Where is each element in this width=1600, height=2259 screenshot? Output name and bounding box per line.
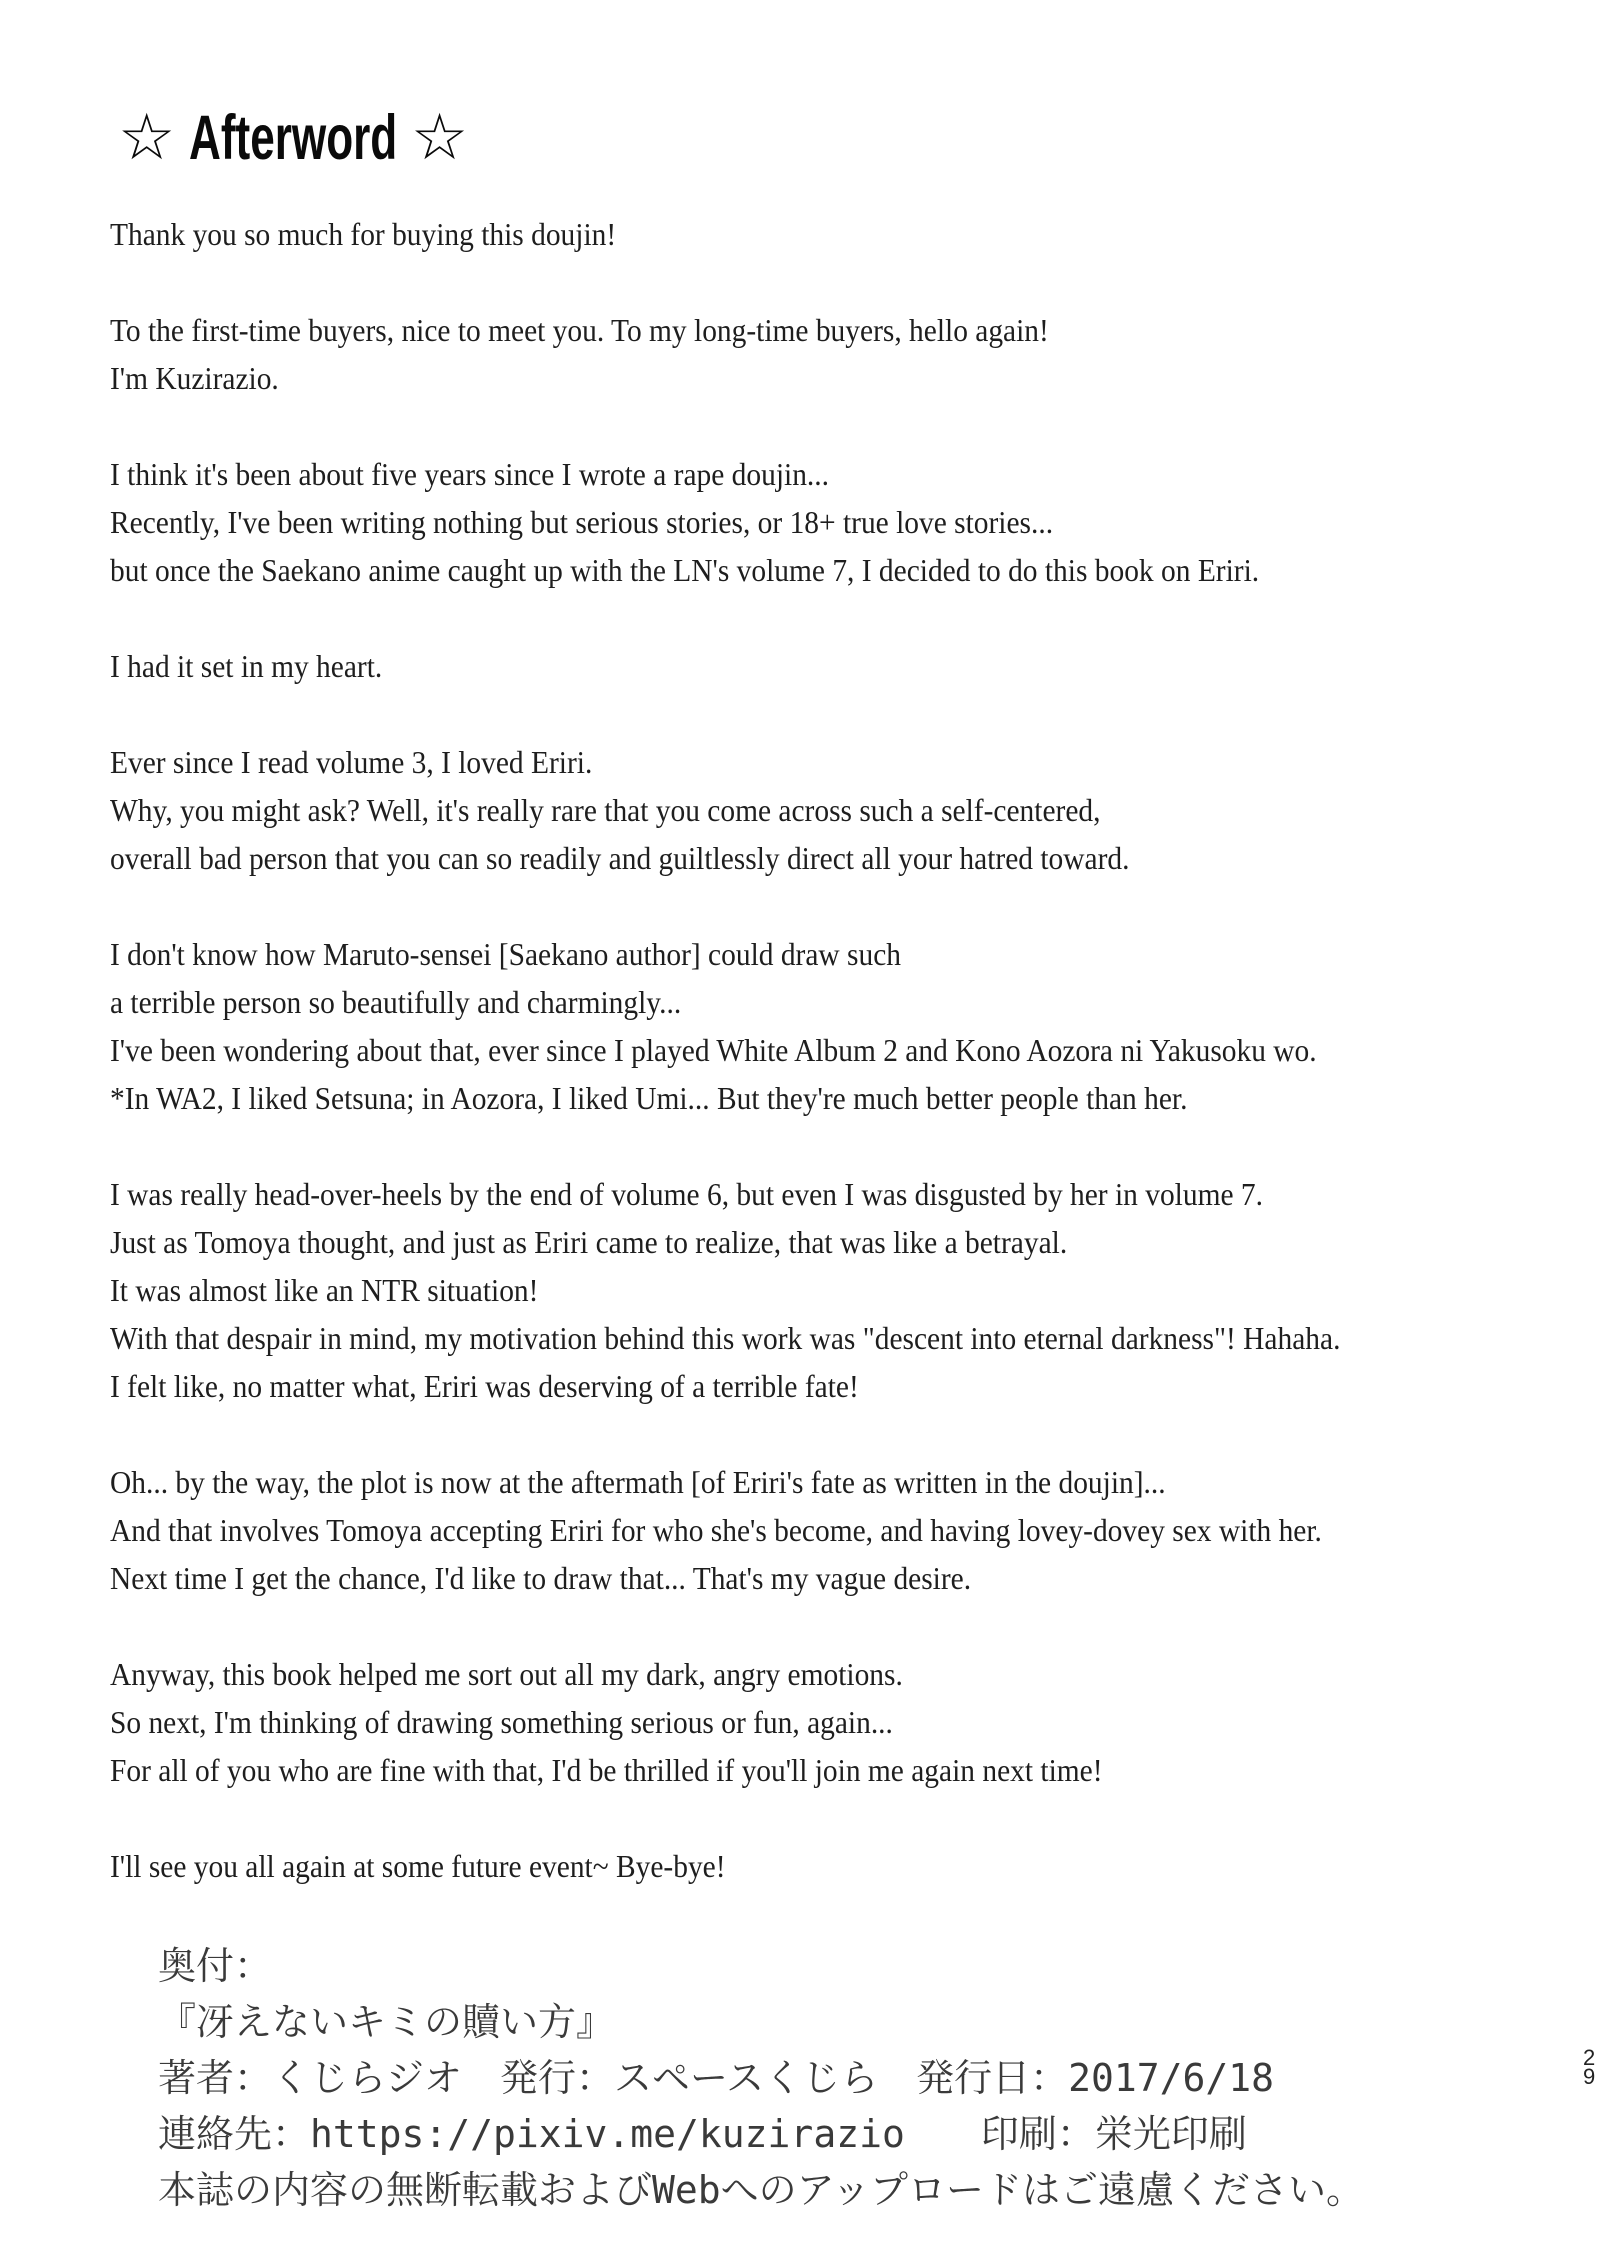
text-line: To the first-time buyers, nice to meet you. To my long-time buyers, hello again! <box>110 312 1049 348</box>
text-line: I've been wondering about that, ever since I played White Album 2 and Kono Aozora ni Yakusoku wo. <box>110 1032 1317 1068</box>
text-line: For all of you who are fine with that, I'd be thrilled if you'll join me again next time! <box>110 1752 1103 1788</box>
text-line: It was almost like an NTR situation! <box>110 1272 539 1308</box>
paragraph-1 <box>110 210 1340 258</box>
text-line: I think it's been about five years since I wrote a rape doujin... <box>110 456 829 492</box>
paragraph-6 <box>110 930 1340 1122</box>
text-line: With that despair in mind, my motivation behind this work was "descent into eternal darkness"! Hahaha. <box>110 1320 1341 1356</box>
colophon-author-publisher-date: 著者：くじらジオ 発行：スペースくじら 発行日：2017/6/18 <box>158 2056 1275 2100</box>
text-line: Oh... by the way, the plot is now at the aftermath [of Eriri's fate as written in the doujin]... <box>110 1464 1166 1500</box>
paragraph-2 <box>110 306 1340 402</box>
page-title-text: Afterword <box>189 102 398 173</box>
paragraph-7 <box>110 1170 1340 1410</box>
text-line: Recently, I've been writing nothing but serious stories, or 18+ true love stories... <box>110 504 1054 540</box>
text-line: Thank you so much for buying this doujin! <box>110 216 617 252</box>
text-line: Next time I get the chance, I'd like to draw that... That's my vague desire. <box>110 1560 972 1596</box>
star-icon: ☆ <box>410 101 469 175</box>
text-line: I'm Kuzirazio. <box>110 360 279 396</box>
paragraph-8 <box>110 1458 1340 1602</box>
star-icon: ☆ <box>118 101 176 175</box>
text-line: And that involves Tomoya accepting Eriri for who she's become, and having lovey-dovey sex with her. <box>110 1512 1322 1548</box>
paragraph-9 <box>110 1650 1340 1794</box>
text-line: *In WA2, I liked Setsuna; in Aozora, I liked Umi... But they're much better people than her. <box>110 1080 1188 1116</box>
colophon <box>158 1938 1364 2218</box>
text-line: I was really head-over-heels by the end of volume 6, but even I was disgusted by her in volume 7. <box>110 1176 1263 1212</box>
page-number <box>1583 2045 1596 2089</box>
colophon-notice: 本誌の内容の無断転載およびWebへのアップロードはご遠慮ください。 <box>158 2168 1364 2212</box>
text-line: I'll see you all again at some future event~ Bye-bye! <box>110 1848 726 1884</box>
page-number-digit: 2 <box>1583 2045 1596 2070</box>
text-line: but once the Saekano anime caught up with the LN's volume 7, I decided to do this book on Eriri. <box>110 552 1260 588</box>
paragraph-10 <box>110 1842 1340 1890</box>
page-title <box>118 100 468 176</box>
page-number-digit: 9 <box>1583 2064 1596 2089</box>
paragraph-4 <box>110 642 1340 690</box>
text-line: I felt like, no matter what, Eriri was deserving of a terrible fate! <box>110 1368 859 1404</box>
text-line: Anyway, this book helped me sort out all my dark, angry emotions. <box>110 1656 903 1692</box>
afterword-body <box>110 210 1340 1890</box>
text-line: So next, I'm thinking of drawing something serious or fun, again... <box>110 1704 893 1740</box>
text-line: I had it set in my heart. <box>110 648 383 684</box>
colophon-contact-printer: 連絡先：https://pixiv.me/kuzirazio 印刷：栄光印刷 <box>158 2112 1247 2156</box>
colophon-book-title: 『冴えないキミの贖い方』 <box>158 2000 615 2044</box>
text-line: Just as Tomoya thought, and just as Eriri came to realize, that was like a betrayal. <box>110 1224 1068 1260</box>
text-line: I don't know how Maruto-sensei [Saekano author] could draw such <box>110 936 901 972</box>
colophon-heading: 奥付： <box>158 1944 273 1988</box>
text-line: overall bad person that you can so readily and guiltlessly direct all your hatred toward. <box>110 840 1130 876</box>
paragraph-3 <box>110 450 1340 594</box>
text-line: Why, you might ask? Well, it's really rare that you come across such a self-centered, <box>110 792 1101 828</box>
text-line: a terrible person so beautifully and charmingly... <box>110 984 682 1020</box>
paragraph-5 <box>110 738 1340 882</box>
text-line: Ever since I read volume 3, I loved Eriri. <box>110 744 593 780</box>
